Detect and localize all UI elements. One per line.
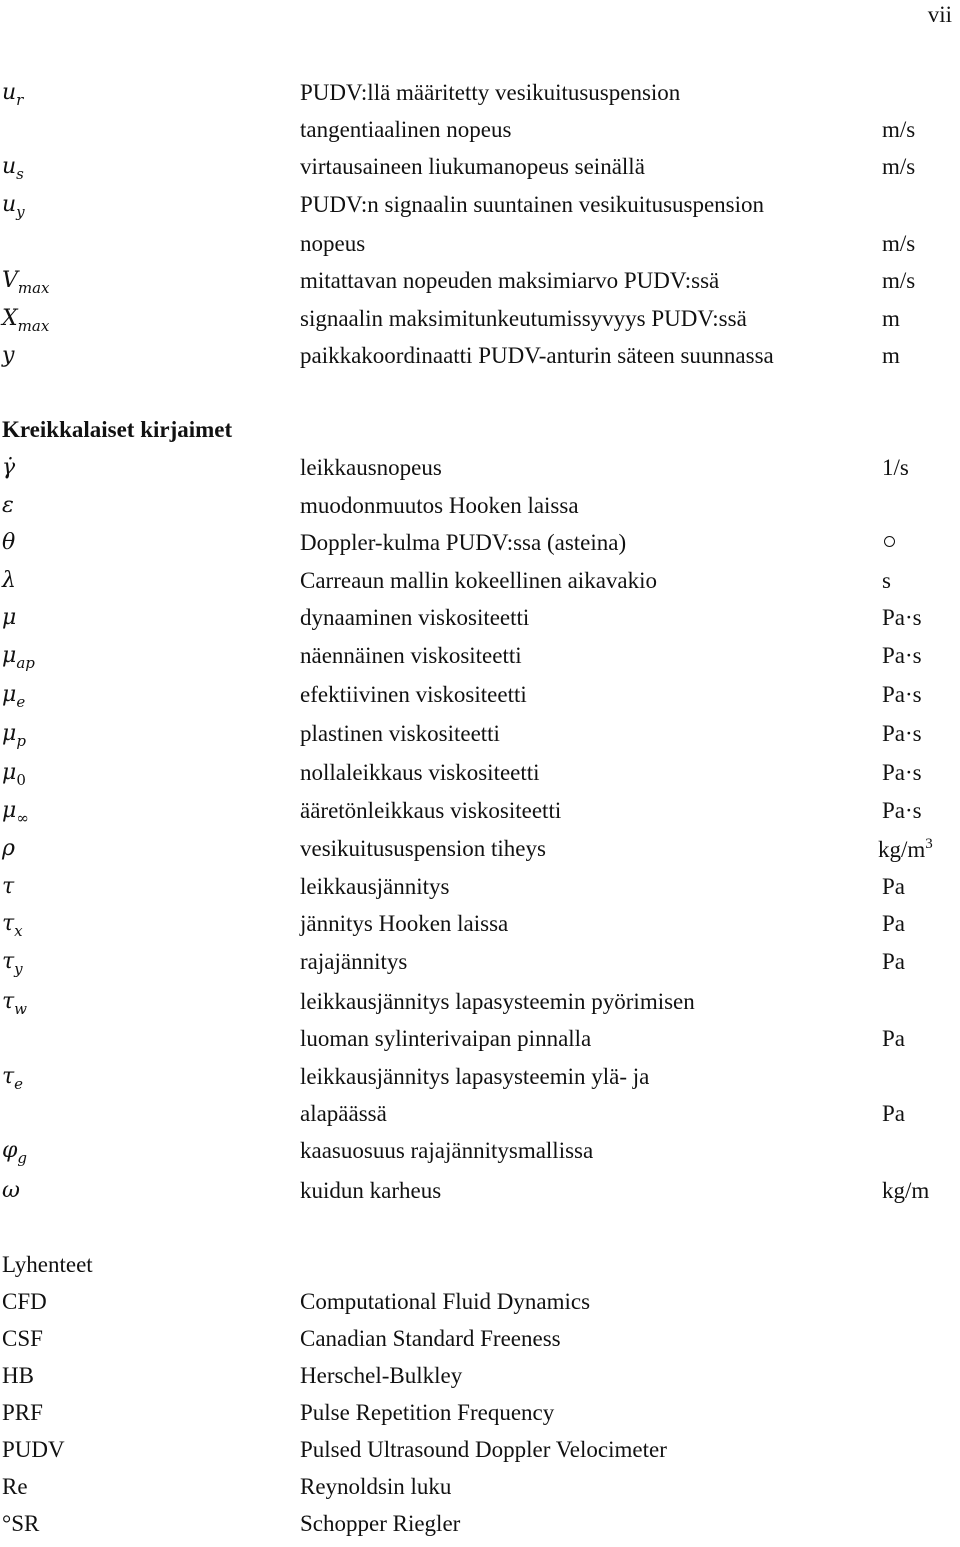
unit: Pa·s <box>882 798 922 823</box>
symbol: μ <box>2 605 17 630</box>
symbol: ε <box>2 493 14 518</box>
abbreviation: PUDV <box>2 1437 65 1462</box>
symbol: $\tau_w$ <box>2 989 28 1018</box>
abbreviation-description: Pulse Repetition Frequency <box>300 1400 555 1425</box>
symbol-subscript: max <box>17 317 50 335</box>
unit: $kg/m^3$ <box>878 836 933 862</box>
greek-symbol-row <box>0 949 960 985</box>
symbol: $\mu_\infty$ <box>2 798 29 827</box>
abbreviation-row <box>0 1289 960 1325</box>
degree-symbol <box>884 536 895 547</box>
unit: Pa·s <box>882 721 922 746</box>
unit: Pa <box>882 1026 905 1051</box>
greek-symbol-row <box>0 1064 960 1100</box>
latin-symbol-row <box>0 192 960 228</box>
unit: s <box>882 568 891 593</box>
symbol-subscript: g <box>17 1149 28 1167</box>
description: leikkausjännitys <box>300 874 450 899</box>
description: Doppler-kulma PUDV:ssa (asteina) <box>300 530 627 555</box>
greek-symbol-row <box>0 798 960 834</box>
description: virtausaineen liukumanopeus seinällä <box>300 154 645 179</box>
greek-symbol-row <box>0 493 960 529</box>
greek-symbol-row <box>0 455 960 491</box>
symbol-subscript: e <box>16 693 26 711</box>
unit: Pa·s <box>882 682 922 707</box>
abbreviation-description: Herschel-Bulkley <box>300 1363 463 1388</box>
symbol-subscript: ap <box>16 654 35 672</box>
symbol: $\mu_0$ <box>2 760 26 789</box>
greek-symbol-row <box>0 1178 960 1214</box>
abbreviation: CFD <box>2 1289 47 1314</box>
description: efektiivinen viskositeetti <box>300 682 527 707</box>
abbreviation: Re <box>2 1474 28 1499</box>
description: tangentiaalinen nopeus <box>300 117 512 142</box>
abbreviation-description: Pulsed Ultrasound Doppler Velocimeter <box>300 1437 667 1462</box>
unit: m/s <box>882 154 916 179</box>
description: Carreaun mallin kokeellinen aikavakio <box>300 568 658 593</box>
page-number: vii <box>927 2 952 27</box>
abbreviation-row <box>0 1400 960 1436</box>
description: luoman sylinterivaipan pinnalla <box>300 1026 592 1051</box>
description: paikkakoordinaatti PUDV-anturin säteen suunnassa <box>300 343 774 368</box>
unit: 1/s <box>882 455 909 480</box>
symbol: $u_s$ <box>2 154 24 183</box>
unit-superscript: 3 <box>925 836 933 852</box>
section-heading-abbreviations: Lyhenteet <box>2 1252 93 1277</box>
description: nopeus <box>300 231 366 256</box>
greek-symbol-row <box>0 1138 960 1174</box>
abbreviation-row <box>0 1363 960 1399</box>
symbol: $V_{max}$ <box>2 268 50 297</box>
symbol: $\tau_x$ <box>2 911 23 940</box>
unit: kg/m <box>882 1178 930 1203</box>
description: leikkausjännitys lapasysteemin pyörimisen <box>300 989 695 1014</box>
symbol: $\tau_e$ <box>2 1064 24 1093</box>
symbol: τ <box>2 874 15 899</box>
description: dynaaminen viskositeetti <box>300 605 530 630</box>
symbol-subscript: 0 <box>16 771 26 789</box>
greek-symbol-row <box>0 643 960 679</box>
description: ääretönleikkaus viskositeetti <box>300 798 562 823</box>
description: leikkausnopeus <box>300 455 442 480</box>
symbol: $u_r$ <box>2 80 24 109</box>
description: PUDV:llä määritetty vesikuitususpension <box>300 80 681 105</box>
unit: m/s <box>882 268 916 293</box>
unit: m <box>882 306 900 331</box>
abbreviation: PRF <box>2 1400 43 1425</box>
symbol-subscript: p <box>16 732 26 750</box>
abbreviation-description: Schopper Riegler <box>300 1511 461 1536</box>
unit: m/s <box>882 231 916 256</box>
latin-symbol-row <box>0 268 960 304</box>
symbol-subscript: y <box>14 960 23 978</box>
latin-symbol-row <box>0 80 960 116</box>
symbol-subscript: s <box>16 165 24 183</box>
symbol-subscript: y <box>16 203 25 221</box>
abbreviation: CSF <box>2 1326 43 1351</box>
symbol-subscript: max <box>17 279 50 297</box>
symbol: ω <box>2 1178 20 1203</box>
symbol: $\tau_y$ <box>2 949 23 978</box>
description: muodonmuutos Hooken laissa <box>300 493 579 518</box>
description: rajajännitys <box>300 949 408 974</box>
description: mitattavan nopeuden maksimiarvo PUDV:ssä <box>300 268 720 293</box>
latin-symbol-row <box>0 231 960 267</box>
unit: m/s <box>882 117 916 142</box>
symbol: $\mu_{ap}$ <box>2 643 35 672</box>
greek-symbol-row <box>0 1026 960 1062</box>
abbreviation-description: Computational Fluid Dynamics <box>300 1289 591 1314</box>
abbreviation: °SR <box>2 1511 40 1536</box>
unit: Pa·s <box>882 605 922 630</box>
symbol: λ <box>2 568 16 593</box>
symbol: y <box>2 343 15 368</box>
description: kuidun karheus <box>300 1178 442 1203</box>
description: PUDV:n signaalin suuntainen vesikuitususpension <box>300 192 765 217</box>
abbreviation-description: Canadian Standard Freeness <box>300 1326 561 1351</box>
greek-symbol-row <box>0 989 960 1025</box>
section-heading-greek: Kreikkalaiset kirjaimet <box>2 417 233 442</box>
greek-symbol-row <box>0 836 960 872</box>
unit: Pa <box>882 874 905 899</box>
symbol: $\mu_e$ <box>2 682 26 711</box>
symbol-subscript: e <box>14 1075 24 1093</box>
description: kaasuosuus rajajännitysmallissa <box>300 1138 594 1163</box>
abbreviation-row <box>0 1511 960 1547</box>
description: plastinen viskositeetti <box>300 721 500 746</box>
symbol-subscript: w <box>14 1000 28 1018</box>
abbreviation-description: Reynoldsin luku <box>300 1474 452 1499</box>
abbreviation-row <box>0 1326 960 1362</box>
unit: Pa <box>882 911 905 936</box>
description: jännitys Hooken laissa <box>300 911 509 936</box>
abbreviation: HB <box>2 1363 34 1388</box>
symbol: $\mu_p$ <box>2 721 26 750</box>
symbol-subscript: r <box>16 91 24 109</box>
greek-symbol-row <box>0 530 960 566</box>
greek-symbol-row <box>0 760 960 796</box>
symbol-subscript: ∞ <box>16 809 29 827</box>
symbol: $\varphi_g$ <box>2 1138 28 1167</box>
symbol: γ̇ <box>2 455 16 480</box>
description: vesikuitususpension tiheys <box>300 836 546 861</box>
symbol: $u_y$ <box>2 192 25 221</box>
abbreviation-row <box>0 1437 960 1473</box>
description: signaalin maksimitunkeutumissyvyys PUDV:ssä <box>300 306 747 331</box>
greek-symbol-row <box>0 682 960 718</box>
unit: Pa <box>882 949 905 974</box>
greek-symbol-row <box>0 874 960 910</box>
description: alapäässä <box>300 1101 387 1126</box>
description: näennäinen viskositeetti <box>300 643 522 668</box>
greek-symbol-row <box>0 568 960 604</box>
greek-symbol-row <box>0 721 960 757</box>
description: nollaleikkaus viskositeetti <box>300 760 540 785</box>
unit: Pa <box>882 1101 905 1126</box>
symbol: θ <box>2 530 16 555</box>
abbreviation-row <box>0 1474 960 1510</box>
symbol-subscript: x <box>14 922 23 940</box>
greek-symbol-row <box>0 605 960 641</box>
unit: m <box>882 343 900 368</box>
greek-symbol-row <box>0 911 960 947</box>
latin-symbol-row <box>0 154 960 190</box>
description: leikkausjännitys lapasysteemin ylä- ja <box>300 1064 650 1089</box>
greek-symbol-row <box>0 1101 960 1137</box>
latin-symbol-row <box>0 117 960 153</box>
unit: Pa·s <box>882 760 922 785</box>
latin-symbol-row <box>0 343 960 379</box>
symbol: $X_{max}$ <box>2 306 50 335</box>
unit: Pa·s <box>882 643 922 668</box>
latin-symbol-row <box>0 306 960 342</box>
symbol: ρ <box>2 836 15 861</box>
